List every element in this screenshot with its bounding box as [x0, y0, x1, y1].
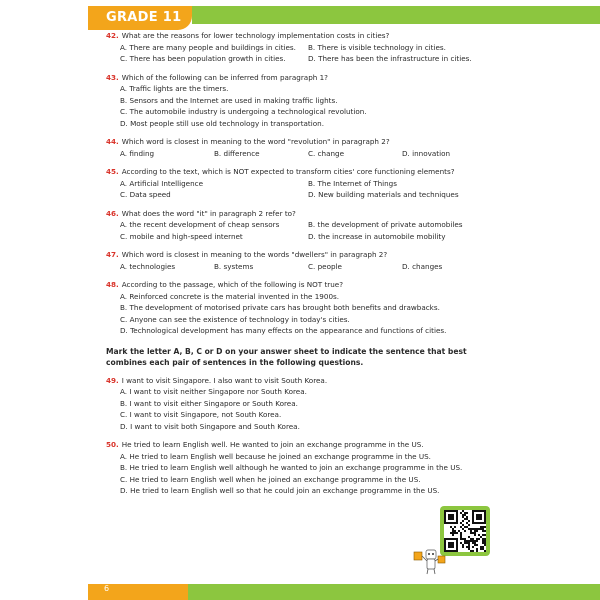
answer-option: B. Sensors and the Internet are used in making traffic lights.: [120, 95, 338, 105]
answer-option: A. the recent development of cheap sensors: [120, 220, 280, 229]
answer-option: C. people: [308, 261, 342, 271]
question-text: What are the reasons for lower technology implementation costs in cities?: [121, 31, 390, 40]
question-stem: [106, 166, 496, 178]
answer-option: D. He tried to learn English well so that he could join an exchange programme in the US.: [120, 486, 440, 495]
page-number: 6: [104, 584, 110, 593]
instruction-text: Mark the letter A, B, C or D on your answer sheet to indicate the sentence that best combines each pair of sentences in the following questions.: [106, 346, 467, 367]
question-text: He tried to learn English well. He wanted to join an exchange programme in the US.: [121, 440, 424, 449]
option-row: [120, 219, 496, 231]
options: [106, 178, 496, 201]
question: [106, 72, 496, 130]
question-number: 50.: [106, 440, 119, 449]
answer-option: C. Anyone can see the existence of technology in today's cities.: [120, 314, 350, 324]
answer-option: A. He tried to learn English well because he joined an exchange programme in the US.: [120, 451, 431, 461]
question-stem: [106, 30, 496, 42]
question-text: Which word is closest in meaning to the words "dwellers" in paragraph 2?: [121, 250, 388, 259]
question-text: According to the passage, which of the following is NOT true?: [121, 280, 344, 289]
question: [106, 208, 496, 243]
question-number: 46.: [106, 208, 119, 218]
answer-option: B. I want to visit either Singapore or South Korea.: [120, 398, 298, 408]
answer-option: B. There is visible technology in cities.: [308, 42, 446, 52]
question-number: 44.: [106, 137, 119, 146]
answer-option: D. the increase in automobile mobility: [308, 231, 446, 241]
question: [106, 166, 496, 201]
question-stem: [106, 208, 496, 220]
question: [106, 439, 496, 497]
header-band: [192, 6, 600, 24]
question-stem: [106, 249, 496, 261]
question-stem: [106, 136, 496, 148]
answer-option: B. the development of private automobiles: [308, 220, 463, 229]
question-text: Which word is closest in meaning to the word "revolution" in paragraph 2?: [121, 137, 390, 146]
options: [106, 148, 496, 160]
question: [106, 30, 496, 65]
question-number: 48.: [106, 280, 119, 289]
answer-option: C. There has been population growth in cities.: [120, 54, 286, 63]
answer-option: A. Traffic lights are the timers.: [120, 84, 229, 93]
answer-option: C. change: [308, 148, 345, 158]
question: [106, 375, 496, 433]
answer-option: D. Technological development has many effects on the appearance and functions of cities.: [120, 326, 447, 335]
answer-option: A. There are many people and buildings in cities.: [120, 42, 296, 52]
options: [106, 83, 496, 129]
options: [106, 219, 496, 242]
options: [106, 291, 496, 337]
answer-option: B. systems: [214, 261, 254, 271]
answer-option: D. Most people still use old technology in transportation.: [120, 118, 324, 128]
answer-option: C. Data speed: [120, 190, 171, 199]
footer-band-green: [188, 584, 600, 600]
question-text: Which of the following can be inferred from paragraph 1?: [121, 72, 328, 82]
question-stem: [106, 375, 496, 387]
question-group-reading: [106, 30, 496, 344]
option-row: [120, 231, 496, 243]
question-number: 47.: [106, 250, 119, 259]
answer-option: B. difference: [214, 148, 260, 158]
question-group-combination: [106, 375, 496, 504]
answer-option: D. I want to visit both Singapore and South Korea.: [120, 421, 300, 431]
question-stem: [106, 439, 496, 451]
answer-option: A. finding: [120, 148, 155, 158]
options: [106, 451, 496, 497]
option-row: [120, 148, 496, 160]
robot-mascot-icon: [412, 546, 452, 576]
question-number: 43.: [106, 72, 119, 82]
options: [106, 42, 496, 65]
answer-option: B. The Internet of Things: [308, 178, 397, 188]
grade-label: GRADE 11: [106, 10, 182, 25]
question-content: [106, 30, 496, 504]
option-row: [120, 189, 496, 201]
answer-option: D. innovation: [402, 148, 451, 158]
answer-option: A. I want to visit neither Singapore nor South Korea.: [120, 387, 307, 396]
answer-option: C. He tried to learn English well when he joined an exchange programme in the US.: [120, 474, 421, 484]
options: [106, 261, 496, 273]
question: [106, 279, 496, 337]
question-number: 45.: [106, 167, 119, 176]
question: [106, 249, 496, 272]
question-number: 42.: [106, 31, 119, 40]
answer-option: B. He tried to learn English well although he wanted to join an exchange programme in the US.: [120, 463, 463, 472]
option-row: [120, 42, 496, 54]
question-text: According to the text, which is NOT expected to transform cities' core functioning elements?: [121, 167, 455, 176]
question-text: I want to visit Singapore. I also want to visit South Korea.: [121, 375, 328, 385]
question-number: 49.: [106, 375, 119, 385]
question-stem: [106, 279, 496, 291]
answer-option: C. I want to visit Singapore, not South Korea.: [120, 410, 282, 419]
answer-option: B. The development of motorised private cars has brought both benefits and drawbacks.: [120, 303, 440, 312]
answer-option: A. Reinforced concrete is the material invented in the 1900s.: [120, 291, 340, 301]
question-text: What does the word "it" in paragraph 2 refer to?: [121, 208, 296, 218]
option-row: [120, 53, 496, 65]
options: [106, 386, 496, 432]
option-row: [120, 261, 496, 273]
answer-option: D. New building materials and techniques: [308, 190, 459, 199]
answer-option: A. Artificial Intelligence: [120, 178, 204, 188]
grade-tab: [88, 6, 192, 30]
answer-option: A. technologies: [120, 261, 176, 271]
answer-option: D. There has been the infrastructure in cities.: [308, 54, 472, 63]
answer-option: C. The automobile industry is undergoing a technological revolution.: [120, 107, 367, 116]
answer-option: C. mobile and high-speed internet: [120, 231, 243, 241]
answer-option: D. changes: [402, 261, 443, 271]
question-stem: [106, 72, 496, 84]
question: [106, 136, 496, 159]
option-row: [120, 178, 496, 190]
